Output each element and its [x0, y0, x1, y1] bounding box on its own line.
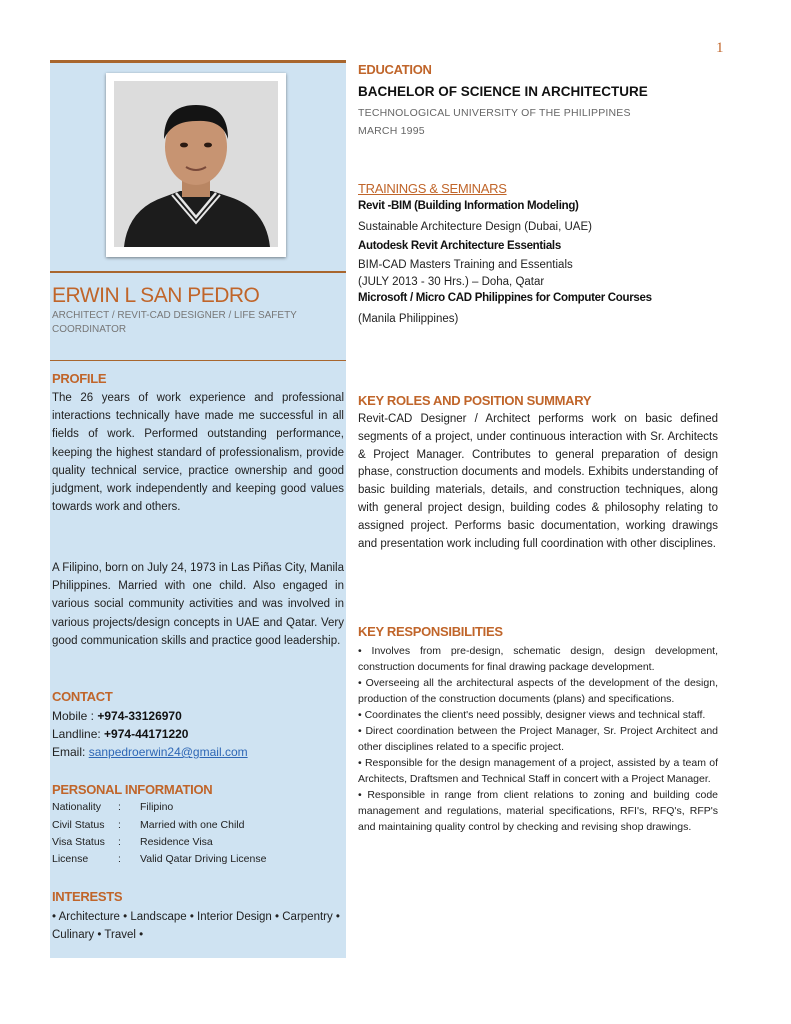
email-link[interactable]: sanpedroerwin24@gmail.com	[88, 745, 248, 759]
pi-value: Residence Visa	[140, 836, 213, 848]
responsibilities-heading: KEY RESPONSIBILITIES	[358, 624, 503, 639]
pi-colon: :	[118, 801, 121, 813]
contact-landline	[52, 727, 188, 741]
school-name: TECHNOLOGICAL UNIVERSITY OF THE PHILIPPINES	[358, 107, 631, 119]
profile-paragraph-2: A Filipino, born on July 24, 1973 in Las Piñas City, Manila Philippines. Married with one child. Also engaged in various social community activities and was involved in various projects/design concepts in UAE and Qatar. Very good communication skills and practice good leadership.	[52, 562, 344, 647]
pi-label: Nationality	[52, 801, 102, 813]
pi-value: Married with one Child	[140, 819, 245, 831]
photo-divider	[50, 271, 346, 273]
training-2-title: Autodesk Revit Architecture Essentials	[358, 240, 561, 252]
profile-photo-frame	[106, 73, 286, 257]
interests-list: • Architecture • Landscape • Interior Design • Carpentry • Culinary • Travel •	[52, 911, 340, 941]
list-item: • Overseeing all the architectural aspects of the development of the design, production of the construction documents (plans) and specifications.	[358, 677, 718, 705]
landline-number: +974-44171220	[104, 727, 189, 741]
responsibilities-list	[358, 643, 718, 835]
profile-paragraph-1: The 26 years of work experience and professional interactions technically have made me successful in all fields of work. Performed outstanding performance, keeping the highest standard of professionalism, provide quality technical service, practice ownership and good judgment, work independently and keeping good values towards work and others.	[52, 392, 344, 514]
list-item: • Responsible in range from client relations to zoning and building code management and regulations, material specifications, RFI's, RFQ's, RFP's and maintaining quality control by checking and revising shop drawings.	[358, 789, 718, 833]
key-roles-heading: KEY ROLES AND POSITION SUMMARY	[358, 393, 592, 408]
education-heading: EDUCATION	[358, 62, 432, 77]
key-roles-text: Revit-CAD Designer / Architect performs work on basic defined segments of a project, under continuous interaction with Sr. Architects & Project Manager. Contributes to general preparation of design phase, construction documents and models. Exhibits understanding of basic building materials, details, and construction techniques, along with general project design, building codes & philosophy relating to assigned project. Performs basic documentation, working drawings and presentation work including full coordination with other disciplines.	[358, 413, 718, 550]
graduation-date: MARCH 1995	[358, 125, 425, 137]
pi-label: Visa Status	[52, 836, 105, 848]
page-number: 1	[716, 40, 724, 56]
list-item: • Direct coordination between the Project Manager, Sr. Project Architect and other disciplines related to a specific project.	[358, 725, 718, 753]
trainings-heading: TRAININGS & SEMINARS	[358, 181, 507, 196]
pi-value: Filipino	[140, 801, 174, 813]
contact-heading: CONTACT	[52, 689, 113, 704]
profile-photo	[114, 81, 278, 247]
section-divider	[50, 360, 346, 361]
training-3-detail: (Manila Philippines)	[358, 313, 459, 325]
candidate-role: ARCHITECT / REVIT-CAD DESIGNER / LIFE SAFETY COORDINATOR	[52, 310, 297, 335]
email-label: Email:	[52, 745, 89, 759]
pi-colon: :	[118, 819, 121, 831]
training-2-detail-2: (JULY 2013 - 30 Hrs.) – Doha, Qatar	[358, 276, 545, 288]
training-3-title: Microsoft / Micro CAD Philippines for Computer Courses	[358, 292, 652, 304]
mobile-label: Mobile :	[52, 709, 98, 723]
training-2-detail-1: BIM-CAD Masters Training and Essentials	[358, 259, 573, 271]
landline-label: Landline:	[52, 727, 105, 741]
list-item: • Coordinates the client's need possibly, designer views and technical staff.	[358, 709, 706, 721]
training-1-title: Revit -BIM (Building Information Modeling)	[358, 200, 579, 212]
interests-heading: INTERESTS	[52, 889, 123, 904]
contact-mobile	[52, 709, 182, 723]
contact-email	[52, 745, 248, 759]
pi-colon: :	[118, 836, 121, 848]
profile-heading: PROFILE	[52, 371, 107, 386]
sidebar-top-rule	[50, 60, 346, 63]
training-1-detail: Sustainable Architecture Design (Dubai, UAE)	[358, 221, 592, 233]
candidate-name: ERWIN L SAN PEDRO	[52, 284, 260, 307]
pi-value: Valid Qatar Driving License	[140, 853, 267, 865]
pi-label: Civil Status	[52, 819, 105, 831]
list-item: • Responsible for the design management of a project, assisted by a team of Architects, Draftsmen and Technical Staff in concert with a Project Manager.	[358, 757, 718, 785]
personal-info-heading: PERSONAL INFORMATION	[52, 782, 213, 797]
pi-colon: :	[118, 853, 121, 865]
mobile-number: +974-33126970	[97, 709, 182, 723]
sidebar	[50, 60, 346, 958]
pi-label: License	[52, 853, 89, 865]
degree-title: BACHELOR OF SCIENCE IN ARCHITECTURE	[358, 84, 648, 99]
list-item: • Involves from pre-design, schematic design, design development, construction documents for final drawing package development.	[358, 645, 718, 673]
